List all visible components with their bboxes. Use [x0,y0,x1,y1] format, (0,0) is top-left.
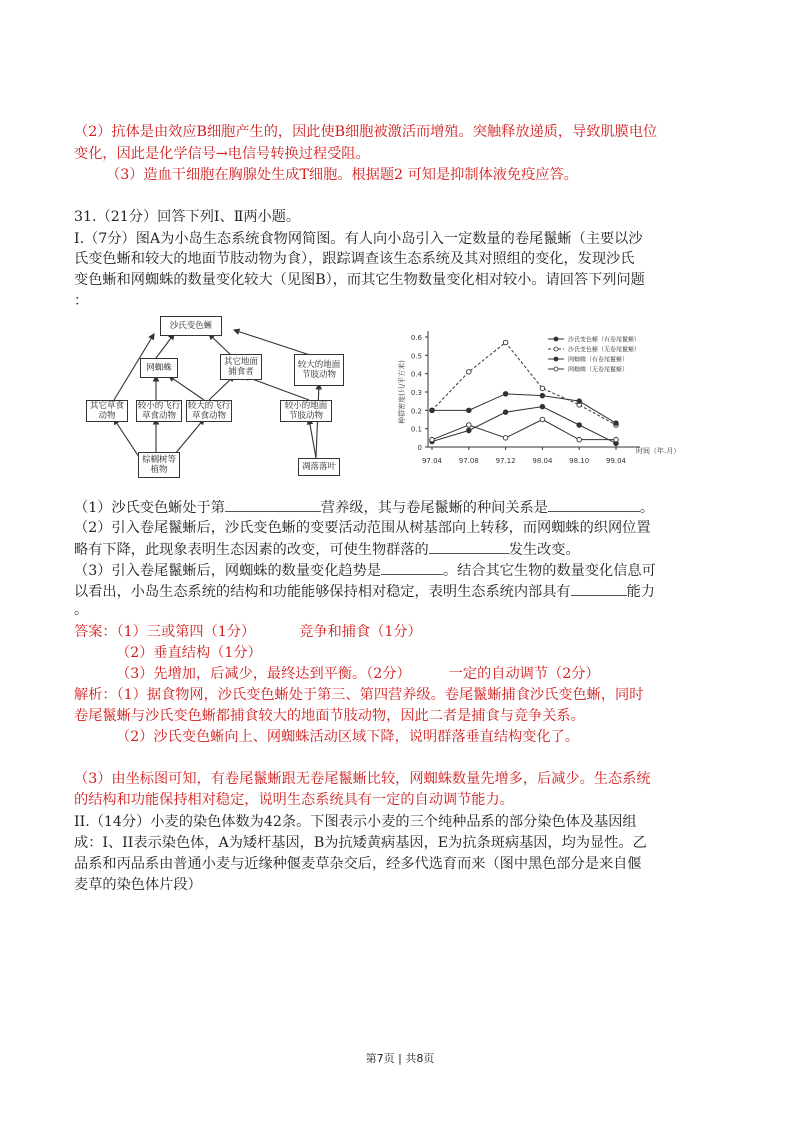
food-web-node: 其它地面捕食者 [220,354,262,380]
explanation-line: （2）沙氏变色蜥向上、网蜘蛛活动区域下降，说明群落垂直结构变化了。 [116,729,580,745]
food-web-node: 沙氏变色蜥 [160,316,222,336]
food-web-arrows [84,312,366,482]
legend-label: 网蜘蛛（无卷尾鬣蜥） [568,366,629,374]
answer-blank [429,539,509,554]
question-text: 以看出，小岛生态系统的结构和功能能够保持相对稳定，表明生态系统内部具有 [74,584,571,600]
x-axis-label: 时间（年.月） [636,447,681,455]
data-point [503,410,508,415]
data-point [430,408,435,413]
question-text: （3）引入卷尾鬣蜥后，网蜘蛛的数量变化趋势是 [74,563,381,579]
data-point [467,408,472,413]
answer-text: （3）先增加，后减少，最终达到平衡。（2分） [116,666,411,682]
answer-text: 一定的自动调节（2分） [448,666,600,682]
question-text: 。 [74,602,89,618]
data-point [503,392,508,397]
food-web-node: 棕榈树等植物 [138,452,180,478]
x-tick-label: 97.08 [458,457,479,465]
question-3 [74,560,734,581]
series-line [432,343,616,426]
answer-line [116,664,776,684]
data-point [467,428,472,433]
answer-line: 变化，因此是化学信号→电信号转换过程受阻。 [74,146,370,162]
legend-marker [554,337,558,341]
x-tick-label: 97.04 [421,457,443,465]
y-tick-label: 0.4 [410,370,422,379]
answer-line [74,622,734,642]
population-density-chart [370,325,681,475]
answer-line: （2）垂直结构（1分） [116,645,262,661]
x-tick-label: 97.12 [495,457,516,465]
legend-marker [554,367,558,371]
question-text: 氏变色蜥和较大的地面节肢动物为食），跟踪调查该生态系统及其对照组的变化，发现沙氏 [74,251,635,267]
question-1 [74,497,734,518]
question-text: 。结合其它生物的数量变化信息可 [442,563,656,579]
data-point [614,437,619,442]
data-point [467,423,472,428]
y-tick-label: 0 [417,444,422,452]
question-2 [74,539,734,560]
part2-text: 成：I、II表示染色体，A为矮杆基因，B为抗矮黄病基因，E为抗条斑病基因，均为显性。乙 [74,835,647,851]
food-web-diagram [84,312,366,482]
question-text: （1）沙氏变色蜥处于第 [74,500,225,516]
y-tick-label: 0.1 [410,425,422,434]
legend-label: 网蜘蛛（有卷尾鬣蜥） [568,356,629,364]
question-3-cont [74,581,734,602]
y-tick-label: 0.5 [410,352,422,361]
data-point [503,436,508,441]
question-text: 略有下降，此现象表明生态因素的改变，可使生物群落的 [74,542,429,558]
question-text: 营养级，其与卷尾鬣蜥的种间关系是 [320,500,548,516]
answer-blank [381,560,443,575]
series-line [432,407,616,444]
question-text: 。 [639,500,655,516]
part2-text: II.（14分）小麦的染色体数为42条。下图表示小麦的三个纯种品系的部分染色体及基因组 [74,814,637,830]
answer-blank [548,497,640,512]
data-point [614,421,619,426]
data-point [540,393,545,398]
y-tick-label: 0.6 [410,334,422,342]
data-point [577,399,582,404]
x-tick-label: 99.04 [605,457,627,465]
answer-line: （2）抗体是由效应B细胞产生的，因此使B细胞被激活而增殖。突触释放递质，导致肌膜电位 [74,124,658,140]
food-web-node: 凋落落叶 [298,458,340,476]
question-text: 能力 [626,584,655,600]
data-point [540,386,545,391]
answer-text: 竞争和捕食（1分） [299,624,422,640]
data-point [540,404,545,409]
question-text: 变色蜥和网蜘蛛的数量变化较大（见图B），而其它生物数量变化相对较小。请回答下列问题 [74,272,645,288]
x-tick-label: 98.04 [532,457,553,465]
y-tick-label: 0.2 [410,407,422,416]
food-web-node: 较小的地面节肢动物 [280,400,332,422]
legend-marker [554,357,558,361]
part2-text: 麦草的染色体片段） [74,877,202,893]
food-web-node: 较大的飞行草食动物 [187,401,231,421]
question-header: 31.（21分）回答下列Ⅰ、Ⅱ两小题。 [74,209,301,225]
question-text: 发生改变。 [508,542,580,558]
food-web-node: 较大的地面节肢动物 [294,354,344,386]
y-tick-label: 0.3 [410,389,422,397]
food-web-node: 网蜘蛛 [140,358,178,378]
data-point [577,437,582,442]
question-text: ： [74,293,89,309]
answer-line: （3）造血干细胞在胸腺处生成T细胞。根据题2 可知是抑制体液免疫应答。 [106,167,578,183]
explanation-line: （3）由坐标图可知，有卷尾鬣蜥跟无卷尾鬣蜥比较，网蜘蛛数量先增多，后减少。生态系统 [74,771,651,787]
answer-blank [225,497,321,512]
data-point [430,437,435,442]
series-line [432,394,616,423]
legend-label: 沙氏变色蜥（有卷尾鬣蜥） [568,336,641,344]
y-axis-label: 种群密度(只/平方米) [398,360,406,424]
x-tick-label: 98.10 [569,457,590,465]
explanation-line: 解析：（1）据食物网，沙氏变色蜥处于第三、第四营养级。卷尾鬣蜥捕食沙氏变色蜥，同时 [74,687,644,703]
answer-text: 答案：（1）三或第四（1分） [74,624,256,640]
answer-blank [571,581,627,596]
data-point [577,423,582,428]
question-text: （2）引入卷尾鬣蜥后，沙氏变色蜥的变要活动范围从树基部向上转移，而网蜘蛛的织网位置 [74,520,651,536]
data-point [467,370,472,375]
data-point [540,417,545,422]
explanation-line: 卷尾鬣蜥与沙氏变色蜥都捕食较大的地面节肢动物，因此二者是捕食与竞争关系。 [74,708,585,724]
question-text: I.（7分）图A为小岛生态系统食物网简图。有人向小岛引入一定数量的卷尾鬣蜥（主要以沙 [74,231,643,247]
food-web-node: 其它草食动物 [86,400,128,422]
explanation-line: 的结构和功能保持相对稳定，说明生态系统具有一定的自动调节能力。 [74,792,514,808]
legend-label: 沙氏变色蜥（无卷尾鬣蜥） [568,346,641,354]
page-footer: 第7页 | 共8页 [365,1052,435,1065]
data-point [503,340,508,345]
part2-text: 品系和丙品系由普通小麦与近缘种偃麦草杂交后，经多代选育而来（图中黑色部分是来自偃 [74,856,642,872]
legend-marker [554,347,558,351]
food-web-node: 较小的飞行草食动物 [137,401,181,421]
